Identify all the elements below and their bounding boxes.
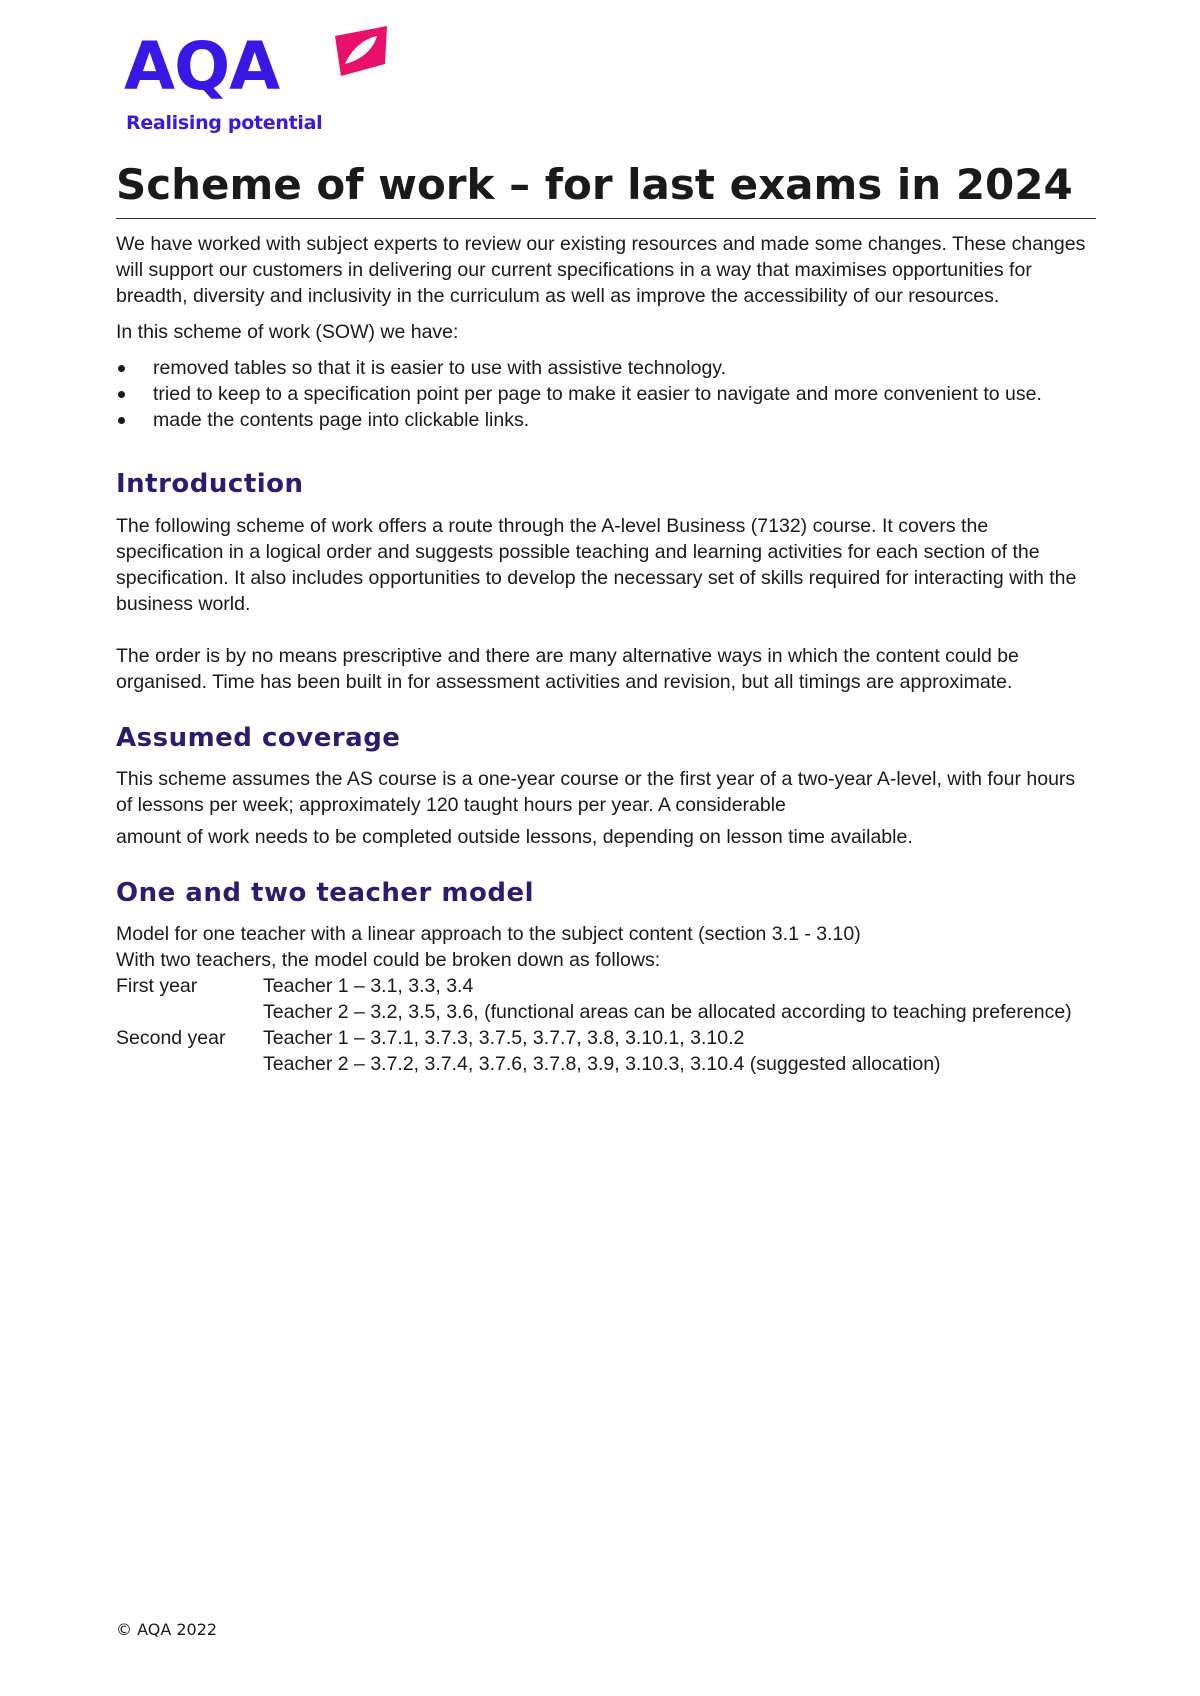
list-item: made the contents page into clickable links. [116,407,1096,433]
first-year-label: First year [116,974,198,997]
change-list [116,355,1096,433]
model-line: Model for one teacher with a linear approach to the subject content (section 3.1 - 3.10) [116,922,861,945]
leaf-icon [329,24,389,82]
list-item: removed tables so that it is easier to use with assistive technology. [116,355,1096,381]
second-year-teacher-2: Teacher 2 – 3.7.2, 3.7.4, 3.7.6, 3.7.8, 3.9, 3.10.3, 3.10.4 (suggested allocation) [263,1052,941,1075]
coverage-heading: Assumed coverage [116,722,401,753]
logo-wordmark: AQA [124,28,280,105]
first-year-row [116,973,1096,999]
document-body [116,160,1096,1077]
second-year-label: Second year [116,1026,226,1049]
first-year-row [116,999,1096,1025]
coverage-paragraph: This scheme assumes the AS course is a one-year course or the first year of a two-year A-level, with four hours of lessons per week; approximately 120 taught hours per year. A considerable [116,767,1076,816]
aqa-logo [124,18,404,138]
intro-paragraph: We have worked with subject experts to review our existing resources and made some changes. These changes will support our customers in delivering our current specifications in a way that maximises opportunities for breadth, diversity and inclusivity in the curriculum as well as improve the accessibility of our resources. [116,233,1086,308]
copyright-footer: © AQA 2022 [116,1620,218,1639]
second-year-row [116,1025,1096,1051]
model-line: With two teachers, the model could be broken down as follows: [116,948,661,971]
teacher-model-heading: One and two teacher model [116,877,535,908]
second-year-row [116,1051,1096,1077]
first-year-teacher-1: Teacher 1 – 3.1, 3.3, 3.4 [263,974,474,997]
teacher-model-block [116,921,1096,1077]
logo-tagline: Realising potential [126,112,323,134]
introduction-paragraph: The following scheme of work offers a route through the A-level Business (7132) course. It covers the specification in a logical order and suggests possible teaching and learning activities for each section of the specification. It also includes opportunities to develop the necessary set of skills required for interacting with the business world. [116,514,1077,615]
second-year-teacher-1: Teacher 1 – 3.7.1, 3.7.3, 3.7.5, 3.7.7, 3.8, 3.10.1, 3.10.2 [263,1026,745,1049]
coverage-paragraph: amount of work needs to be completed outside lessons, depending on lesson time available. [116,825,913,848]
intro-paragraph: In this scheme of work (SOW) we have: [116,321,459,344]
list-item: tried to keep to a specification point per page to make it easier to navigate and more convenient to use. [116,381,1096,407]
introduction-paragraph: The order is by no means prescriptive and there are many alternative ways in which the content could be organised. Time has been built in for assessment activities and revision, but all timings are approximate. [116,644,1019,693]
page-title: Scheme of work – for last exams in 2024 [116,160,1096,219]
first-year-teacher-2: Teacher 2 – 3.2, 3.5, 3.6, (functional areas can be allocated according to teaching preference) [263,1000,1072,1023]
introduction-heading: Introduction [116,469,304,500]
